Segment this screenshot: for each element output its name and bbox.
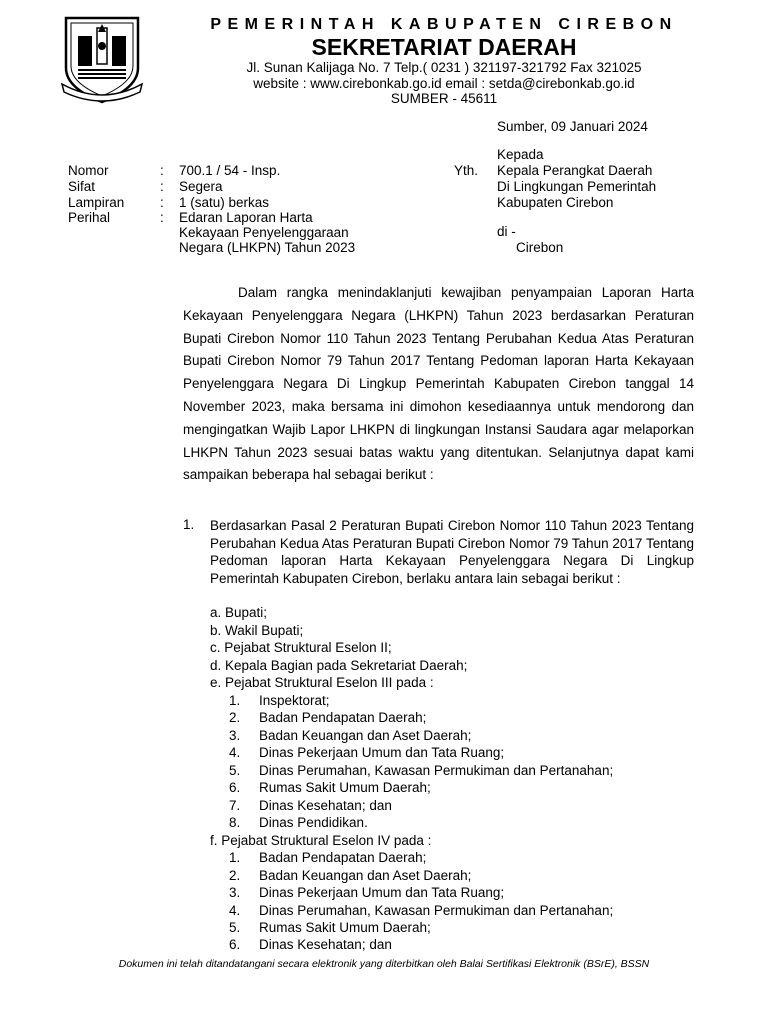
sub-item: Badan Pendapatan Daerah; (259, 710, 427, 725)
nomor-label: Nomor (68, 163, 109, 178)
recipient-line: Kepala Perangkat Daerah (497, 163, 653, 178)
sub-item-number: 8. (229, 815, 241, 830)
sub-item-number: 1. (229, 693, 241, 708)
sifat-value: Segera (179, 179, 223, 194)
point-text: Berdasarkan Pasal 2 Peraturan Bupati Cirebon Nomor 110 Tahun 2023 Tentang Perubahan Kedua Atas Peraturan Bupati Cirebon Nomor 79 Tahun 2017 Tentang Pedoman laporan Harta Kekayaan Penyelenggara Negara Di Lingkup Pemerintah Kabupaten Cirebon, berlaku antara lain sebagai berikut : (210, 518, 694, 586)
recipient-line: Di Lingkungan Pemerintah (497, 179, 657, 194)
meta-colon: : (160, 179, 164, 194)
meta-colon: : (160, 210, 164, 225)
sub-item-number: 2. (229, 868, 241, 883)
sub-item-number: 3. (229, 728, 241, 743)
meta-colon: : (160, 195, 164, 210)
sub-item-number: 4. (229, 903, 241, 918)
lampiran-value: 1 (satu) berkas (179, 195, 270, 210)
sub-item-number: 1. (229, 850, 241, 865)
sub-item-number: 4. (229, 745, 241, 760)
office-name: SEKRETARIAT DAERAH (311, 34, 577, 60)
list-item: d. Kepala Bagian pada Sekretariat Daerah; (210, 658, 468, 673)
sub-item-number: 5. (229, 920, 241, 935)
point-number: 1. (183, 517, 195, 532)
body-paragraph (183, 282, 694, 487)
perihal-line: Kekayaan Penyelenggaraan (179, 225, 349, 240)
sub-item: Dinas Pekerjaan Umum dan Tata Ruang; (259, 745, 505, 760)
lampiran-label: Lampiran (68, 195, 125, 210)
list-item: f. Pejabat Struktural Eselon IV pada : (210, 833, 432, 848)
sub-item: Rumas Sakit Umum Daerah; (259, 920, 431, 935)
body-paragraph-text: Dalam rangka menindaklanjuti kewajiban penyampaian Laporan Harta Kekayaan Penyelenggara Negara (LHKPN) Tahun 2023 berdasarkan Peraturan Bupati Cirebon Nomor 110 Tahun 2023 Tentang Perubahan Kedua Atas Peraturan Bupati Cirebon Nomor 79 Tahun 2017 Tentang Pedoman laporan Harta Kekayaan Penyelenggara Negara Di Lingkup Pemerintah Kabupaten Cirebon tanggal 14 November 2023, maka bersama ini dimohon kesediaannya untuk mendorong dan mengingatkan Wajib Lapor LHKPN di lingkungan Instansi Saudara agar melaporkan LHKPN Tahun 2023 sesuai batas waktu yang ditentukan. Selanjutnya dapat kami sampaikan beberapa hal sebagai berikut : (183, 285, 694, 483)
list-item: a. Bupati; (210, 605, 268, 620)
perihal-line: Edaran Laporan Harta (179, 210, 313, 225)
office-contact: website : www.cirebonkab.go.id email : setda@cirebonkab.go.id (253, 76, 635, 91)
government-name: PEMERINTAH KABUPATEN CIREBON (210, 16, 678, 33)
sub-item: Dinas Perumahan, Kawasan Permukiman dan Pertanahan; (259, 763, 614, 778)
sub-item: Badan Keuangan dan Aset Daerah; (259, 728, 472, 743)
recipient-di: di - (497, 224, 516, 239)
office-address: Jl. Sunan Kalijaga No. 7 Telp.( 0231 ) 321197-321792 Fax 321025 (246, 60, 642, 75)
sub-item-number: 3. (229, 885, 241, 900)
perihal-line: Negara (LHKPN) Tahun 2023 (179, 240, 356, 255)
sub-item-number: 6. (229, 780, 241, 795)
sub-item-number: 5. (229, 763, 241, 778)
sub-item: Rumas Sakit Umum Daerah; (259, 780, 431, 795)
electronic-signature-note: Dokumen ini telah ditandatangani secara elektronik yang diterbitkan oleh Balai Sertifikasi Elektronik (BSrE), BSSN (118, 958, 650, 970)
sifat-label: Sifat (68, 179, 96, 194)
sub-item-number: 2. (229, 710, 241, 725)
list-item: b. Wakil Bupati; (210, 623, 304, 638)
sub-item: Inspektorat; (259, 693, 330, 708)
list-item: e. Pejabat Struktural Eselon III pada : (210, 675, 434, 690)
sub-item: Badan Pendapatan Daerah; (259, 850, 427, 865)
sub-item: Dinas Kesehatan; dan (259, 937, 392, 952)
office-city: SUMBER - 45611 (390, 91, 498, 106)
recipient-kepada: Kepada (497, 147, 544, 162)
kabupaten-cirebon-logo (60, 14, 144, 106)
recipient-yth: Yth. (454, 163, 479, 178)
recipient-place: Cirebon (516, 240, 564, 255)
meta-colon: : (160, 163, 164, 178)
sub-item: Dinas Kesehatan; dan (259, 798, 392, 813)
recipient-line: Kabupaten Cirebon (497, 195, 614, 210)
sub-item: Dinas Perumahan, Kawasan Permukiman dan Pertanahan; (259, 903, 614, 918)
letter-date: Sumber, 09 Januari 2024 (497, 119, 648, 134)
perihal-label: Perihal (68, 210, 111, 225)
sub-item-number: 6. (229, 937, 241, 952)
sub-item: Dinas Pekerjaan Umum dan Tata Ruang; (259, 885, 505, 900)
list-item: c. Pejabat Struktural Eselon II; (210, 640, 392, 655)
sub-item: Badan Keuangan dan Aset Daerah; (259, 868, 472, 883)
sub-item: Dinas Pendidikan. (259, 815, 368, 830)
nomor-value: 700.1 / 54 - Insp. (179, 163, 281, 178)
sub-item-number: 7. (229, 798, 241, 813)
